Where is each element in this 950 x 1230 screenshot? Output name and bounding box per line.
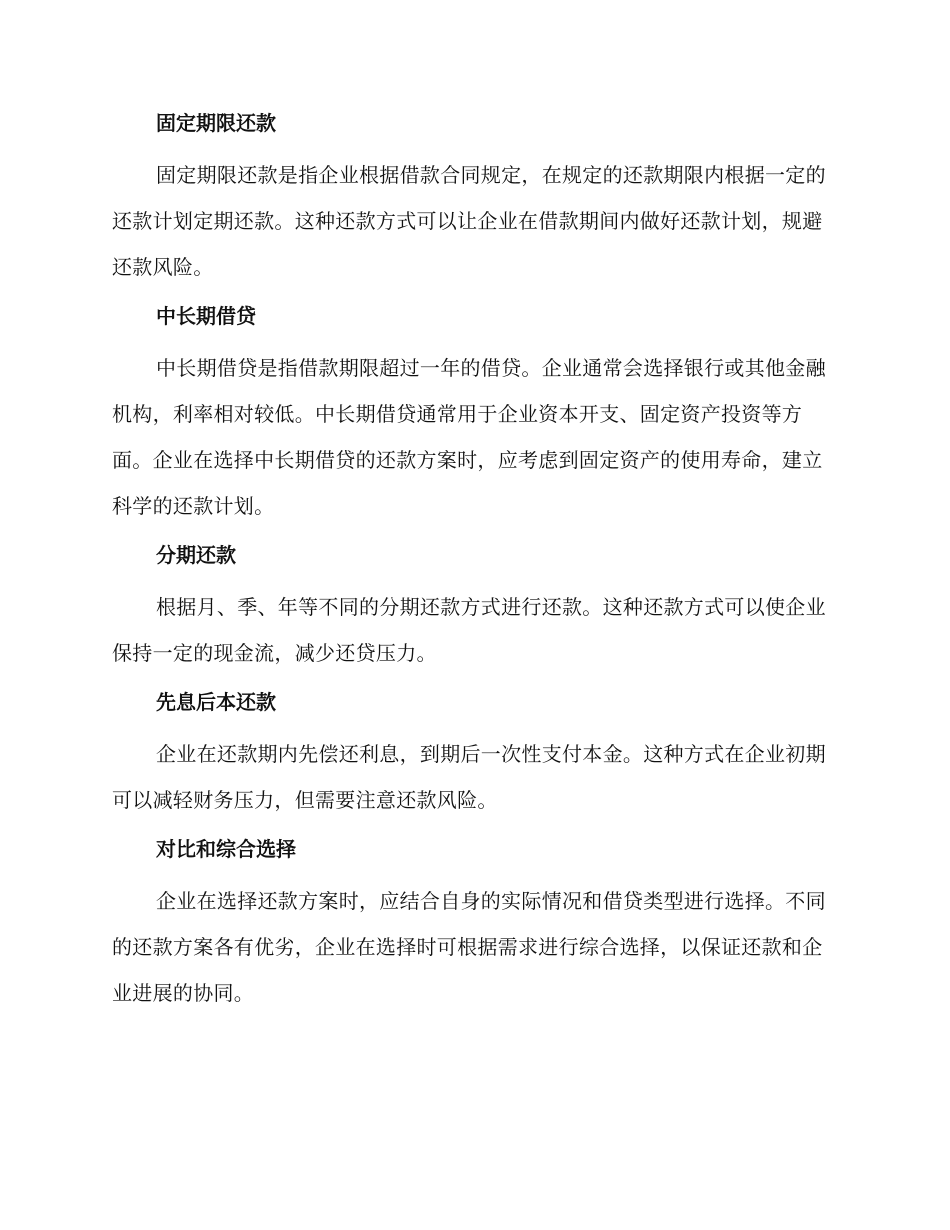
section-heading: 先息后本还款 bbox=[156, 690, 276, 714]
section-heading: 中长期借贷 bbox=[156, 304, 256, 328]
section-heading: 对比和综合选择 bbox=[156, 837, 296, 861]
section-body: 企业在还款期内先偿还利息，到期后一次性支付本金。这种方式在企业初期可以减轻财务压力，但需要注意还款风险。 bbox=[112, 742, 826, 812]
document-page bbox=[112, 109, 840, 1028]
section-body: 中长期借贷是指借款期限超过一年的借贷。企业通常会选择银行或其他金融机构，利率相对较低。中长期借贷通常用于企业资本开支、固定资产投资等方面。企业在选择中长期借贷的还款方案时，应考虑到固定资产的使用寿命，建立科学的还款计划。 bbox=[112, 356, 826, 518]
section-fixed-term-repayment bbox=[112, 109, 840, 290]
section-comparison-and-selection bbox=[112, 835, 840, 1016]
section-heading: 分期还款 bbox=[156, 543, 236, 567]
section-installment-repayment bbox=[112, 541, 840, 676]
section-body: 企业在选择还款方案时，应结合自身的实际情况和借贷类型进行选择。不同的还款方案各有优劣，企业在选择时可根据需求进行综合选择，以保证还款和企业进展的协同。 bbox=[112, 889, 826, 1005]
section-interest-first-repayment bbox=[112, 688, 840, 823]
section-medium-long-term-loan bbox=[112, 302, 840, 529]
section-heading: 固定期限还款 bbox=[156, 111, 276, 135]
section-body: 固定期限还款是指企业根据借款合同规定，在规定的还款期限内根据一定的还款计划定期还款。这种还款方式可以让企业在借款期间内做好还款计划，规避还款风险。 bbox=[112, 163, 826, 279]
section-body: 根据月、季、年等不同的分期还款方式进行还款。这种还款方式可以使企业保持一定的现金流，减少还贷压力。 bbox=[112, 595, 826, 665]
